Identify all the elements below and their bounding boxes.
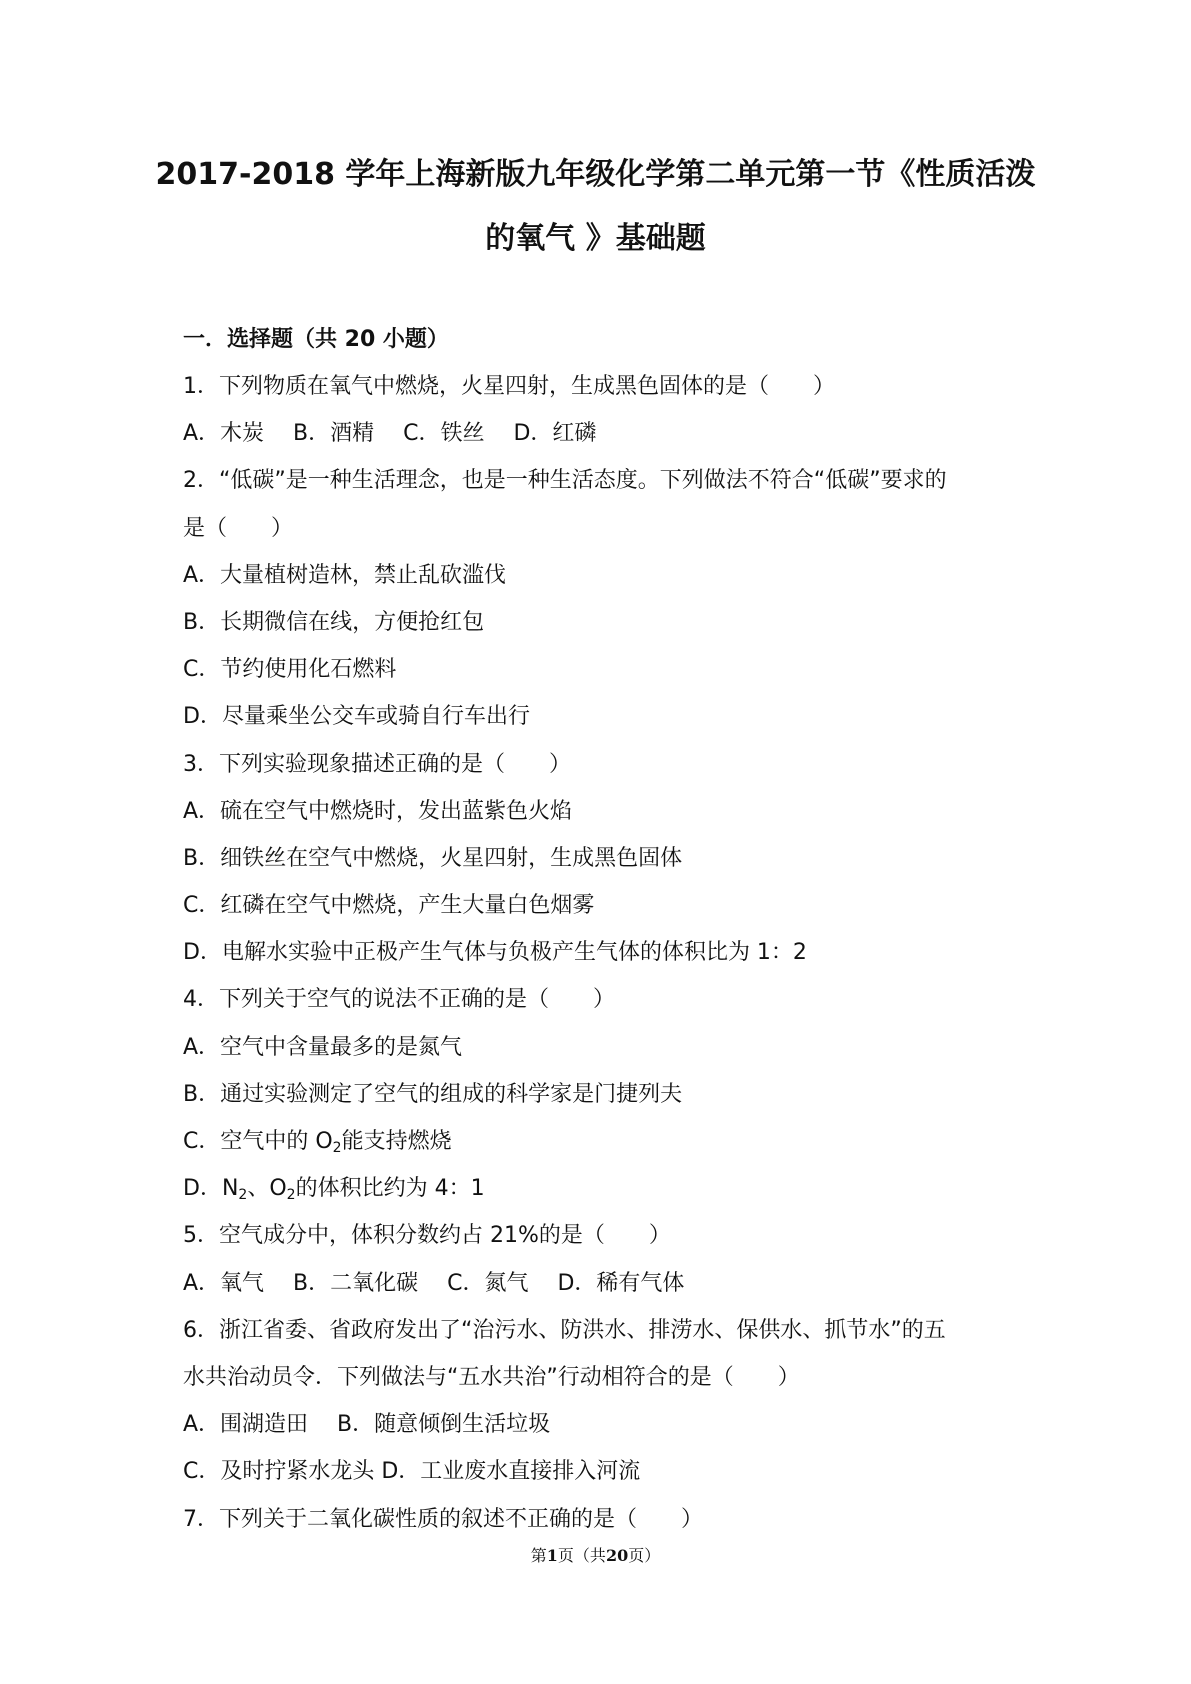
option-text: C．空气中的 O [183, 1129, 333, 1154]
option-text: 的体积比约为 4：1 [295, 1176, 485, 1202]
section-heading: 一．选择题（共 20 小题） [183, 327, 449, 352]
option-line: A．围湖造田 B．随意倾倒生活垃圾 [183, 1412, 551, 1438]
question-line: 5．空气成分中，体积分数约占 21%的是（ ） [183, 1223, 671, 1249]
option-line: B．通过实验测定了空气的组成的科学家是门捷列夫 [183, 1081, 683, 1107]
question-line: 水共治动员令．下列做法与“五水共治”行动相符合的是（ ） [183, 1364, 800, 1390]
option-line [183, 1174, 1033, 1221]
option-line: C．及时拧紧水龙头 D．工业废水直接排入河流 [183, 1459, 641, 1485]
option-text: D．N [183, 1176, 239, 1202]
option-line: A．大量植树造林，禁止乱砍滥伐 [183, 562, 507, 588]
option-line: B．长期微信在线，方便抢红包 [183, 609, 485, 635]
option-line: D．尽量乘坐公交车或骑自行车出行 [183, 704, 530, 730]
question-line: 7．下列关于二氧化碳性质的叙述不正确的是（ ） [183, 1506, 703, 1532]
option-line: C．红磷在空气中燃烧，产生大量白色烟雾 [183, 893, 595, 919]
question-line: 2．“低碳”是一种生活理念，也是一种生活态度。下列做法不符合“低碳”要求的 [183, 468, 947, 494]
question-line: 6．浙江省委、省政府发出了“治污水、防洪水、排涝水、保供水、抓节水”的五 [183, 1317, 946, 1343]
option-line: A．氧气 B．二氧化碳 C．氮气 D．稀有气体 [183, 1270, 685, 1296]
document-title-line-2: 的氧气 》基础题 [485, 221, 706, 256]
option-text: 、O [247, 1176, 287, 1202]
question-line: 3．下列实验现象描述正确的是（ ） [183, 751, 571, 777]
subscript: 2 [286, 1187, 296, 1204]
footer-text: 页（共 [557, 1546, 606, 1565]
option-text: 能支持燃烧 [341, 1129, 452, 1154]
footer-text: 第 [530, 1546, 547, 1565]
page-number: 1 [546, 1546, 558, 1565]
subscript: 2 [332, 1140, 342, 1156]
option-line [183, 1127, 1033, 1174]
option-line: A．空气中含量最多的是氮气 [183, 1034, 463, 1060]
subscript: 2 [238, 1187, 248, 1204]
option-line: B．细铁丝在空气中燃烧，火星四射，生成黑色固体 [183, 845, 683, 871]
option-line: A．木炭 B．酒精 C．铁丝 D．红磷 [183, 421, 597, 447]
total-pages: 20 [605, 1546, 629, 1565]
page-footer [0, 1545, 1191, 1567]
question-list [183, 372, 1033, 1552]
question-line: 4．下列关于空气的说法不正确的是（ ） [183, 987, 615, 1013]
footer-text: 页） [628, 1546, 661, 1565]
question-line: 1．下列物质在氧气中燃烧，火星四射，生成黑色固体的是（ ） [183, 374, 835, 399]
option-line: A．硫在空气中燃烧时，发出蓝紫色火焰 [183, 798, 573, 824]
option-line: D．电解水实验中正极产生气体与负极产生气体的体积比为 1：2 [183, 940, 807, 966]
option-line: C．节约使用化石燃料 [183, 657, 397, 683]
document-title-line-1: 2017-2018 学年上海新版九年级化学第二单元第一节《性质活泼 [155, 157, 1036, 192]
question-line: 是（ ） [183, 515, 294, 541]
